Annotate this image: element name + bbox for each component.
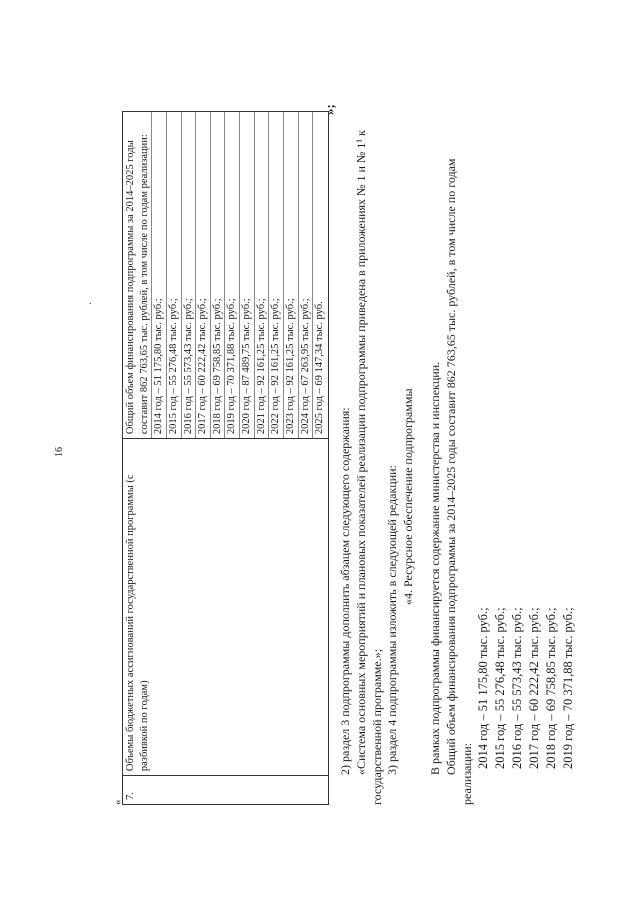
section-title: «4. Ресурсное обеспечение подпрограммы	[401, 388, 416, 605]
close-mark: »;	[322, 104, 337, 115]
row-value-year: 2020 год – 87 489,75 тыс. руб.;	[239, 112, 254, 438]
row-name: Объемы бюджетных ассигнований государственной программы (с разбивкой по годам)	[123, 439, 329, 776]
passport-table	[122, 111, 329, 805]
page-number: 16	[54, 447, 65, 457]
row-value	[123, 112, 329, 439]
open-quote: «	[112, 799, 124, 805]
year-list	[475, 105, 577, 805]
row-value-year: 2019 год – 70 371,88 тыс. руб.;	[224, 112, 239, 438]
list-item: 2016 год – 55 573,43 тыс. руб.;	[510, 607, 525, 769]
row-value-year: 2021 год – 92 161,25 тыс. руб.;	[254, 112, 269, 438]
row-value-intro: Общий объем финансирования подпрограммы за 2014–2025 годы составит 862 763,65 тыс. рублей, в том числе по годам реализации:	[125, 134, 150, 435]
row-value-year: 2025 год – 69 147,34 тыс. руб.	[312, 112, 327, 438]
row-value-year: 2017 год – 60 222,42 тыс. руб.;	[195, 112, 210, 438]
list-item: 2019 год – 70 371,88 тыс. руб.;	[561, 607, 576, 769]
row-value-year: 2016 год – 55 573,43 тыс. руб.;	[181, 112, 196, 438]
item-3: 3) раздел 4 подпрограммы изложить в следующей редакции:	[385, 465, 400, 775]
table-row	[123, 112, 329, 805]
resource-section	[428, 105, 577, 805]
amendment-block	[338, 105, 417, 805]
para-1: В рамках подпрограммы финансируется содержание министерства и инспекции.	[428, 361, 442, 775]
row-value-year: 2023 год – 92 161,25 тыс. руб.;	[283, 112, 298, 438]
list-item: 2017 год – 60 222,42 тыс. руб.;	[527, 607, 542, 769]
para-2: Общий объем финансирования подпрограммы за 2014–2025 годы составит 862 763,65 тыс. рублей, в том числе по годам реализации:	[443, 158, 474, 805]
row-value-year: 2022 год – 92 161,25 тыс. руб.;	[268, 112, 283, 438]
list-item: 2014 год – 51 175,80 тыс. руб.;	[476, 607, 491, 769]
item-2: 2) раздел 3 подпрограммы дополнить абзацем следующего содержания:	[338, 407, 352, 775]
row-value-year: 2024 год – 67 263,95 тыс. руб.;	[298, 112, 313, 438]
row-value-year: 2018 год – 69 758,85 тыс. руб.;	[210, 112, 225, 438]
row-value-year: 2015 год – 55 276,48 тыс. руб.;	[166, 112, 181, 438]
row-value-year: 2014 год – 51 175,80 тыс. руб.;	[151, 112, 166, 438]
row-number: 7.	[123, 776, 329, 805]
list-item: 2015 год – 55 276,48 тыс. руб.;	[493, 607, 508, 769]
item-2-quote: «Система основных мероприятий и плановых показателей реализации подпрограммы приведена в приложениях № 1 и № 1¹ к государственной программе.»;	[353, 130, 384, 805]
list-item: 2018 год – 69 758,85 тыс. руб.;	[544, 607, 559, 769]
stray-mark: ·	[86, 301, 97, 305]
